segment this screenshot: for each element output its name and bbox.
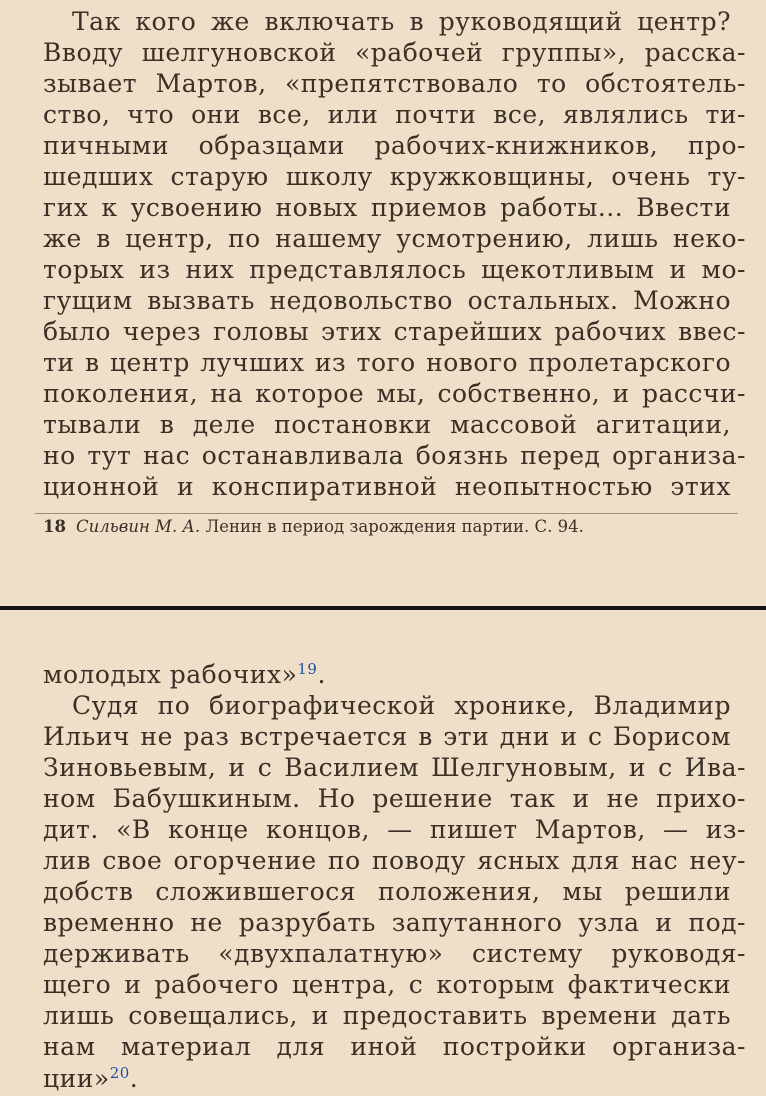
text-line: ном Бабушкиным. Но решение так и не прихо- bbox=[43, 784, 746, 813]
text-line: временно не разрубать запутанного узла и под- bbox=[43, 908, 746, 937]
text-line: ти в центр лучших из того нового пролетарского bbox=[43, 348, 731, 377]
text-line bbox=[43, 1063, 138, 1094]
line-punctuation: . bbox=[129, 1064, 139, 1093]
text-line: было через головы этих старейших рабочих ввес- bbox=[43, 317, 746, 346]
footnote-divider bbox=[35, 513, 738, 514]
text-line: щего и рабочего центра, с которым фактически bbox=[43, 970, 731, 999]
text-line: Так кого же включать в руководящий центр? bbox=[72, 7, 731, 36]
text-line: гущим вызвать недовольство остальных. Можно bbox=[43, 286, 731, 315]
continuation-text: ции» bbox=[43, 1064, 110, 1093]
text-line bbox=[43, 659, 326, 690]
text-line: шедших старую школу кружковщины, очень ту- bbox=[43, 162, 746, 191]
footnote-text: Ленин в период зарождения партии. С. 94. bbox=[205, 517, 584, 536]
text-line: ционной и конспиративной неопытностью этих bbox=[43, 472, 731, 501]
footnote-number: 18 bbox=[43, 517, 66, 536]
text-line: Судя по биографической хронике, Владимир bbox=[72, 691, 731, 720]
text-line: поколения, на которое мы, собственно, и рассчи- bbox=[43, 379, 746, 408]
text-line: Ильич не раз встречается в эти дни и с Борисом bbox=[43, 722, 731, 751]
footnote-author: Сильвин М. А. bbox=[75, 517, 201, 536]
text-line: пичными образцами рабочих-книжников, про- bbox=[43, 131, 746, 160]
text-line: Вводу шелгуновской «рабочей группы», расска- bbox=[43, 38, 746, 67]
text-line: гих к усвоению новых приемов работы... Ввести bbox=[43, 193, 731, 222]
bottom-page bbox=[0, 610, 766, 1096]
text-line: ство, что они все, или почти все, являлись ти- bbox=[43, 100, 746, 129]
text-line: Зиновьевым, и с Василием Шелгуновым, и с Ива- bbox=[43, 753, 746, 782]
text-line: зывает Мартов, «препятствовало то обстоятель- bbox=[43, 69, 746, 98]
text-line: лив свое огорчение по поводу ясных для нас неу- bbox=[43, 846, 746, 875]
text-line: торых из них представлялось щекотливым и мо- bbox=[43, 255, 746, 284]
text-line: тывали в деле постановки массовой агитации, bbox=[43, 410, 731, 439]
text-line: дит. «В конце концов, — пишет Мартов, — из- bbox=[43, 815, 746, 844]
text-line: же в центр, по нашему усмотрению, лишь неко- bbox=[43, 224, 746, 253]
text-line: лишь совещались, и предоставить времени дать bbox=[43, 1001, 731, 1030]
continuation-text: молодых рабочих» bbox=[43, 660, 298, 689]
text-line: добств сложившегося положения, мы решили bbox=[43, 877, 731, 906]
text-line: держивать «двухпалатную» систему руководя- bbox=[43, 939, 746, 968]
footnote-ref-link[interactable]: 20 bbox=[109, 1064, 130, 1082]
line-punctuation: . bbox=[317, 660, 326, 689]
footnote-ref-link[interactable]: 19 bbox=[297, 660, 318, 678]
text-line: но тут нас останавливала боязнь перед организа- bbox=[43, 441, 746, 470]
footnote bbox=[43, 515, 584, 539]
text-line: нам материал для иной постройки организа- bbox=[43, 1032, 746, 1061]
